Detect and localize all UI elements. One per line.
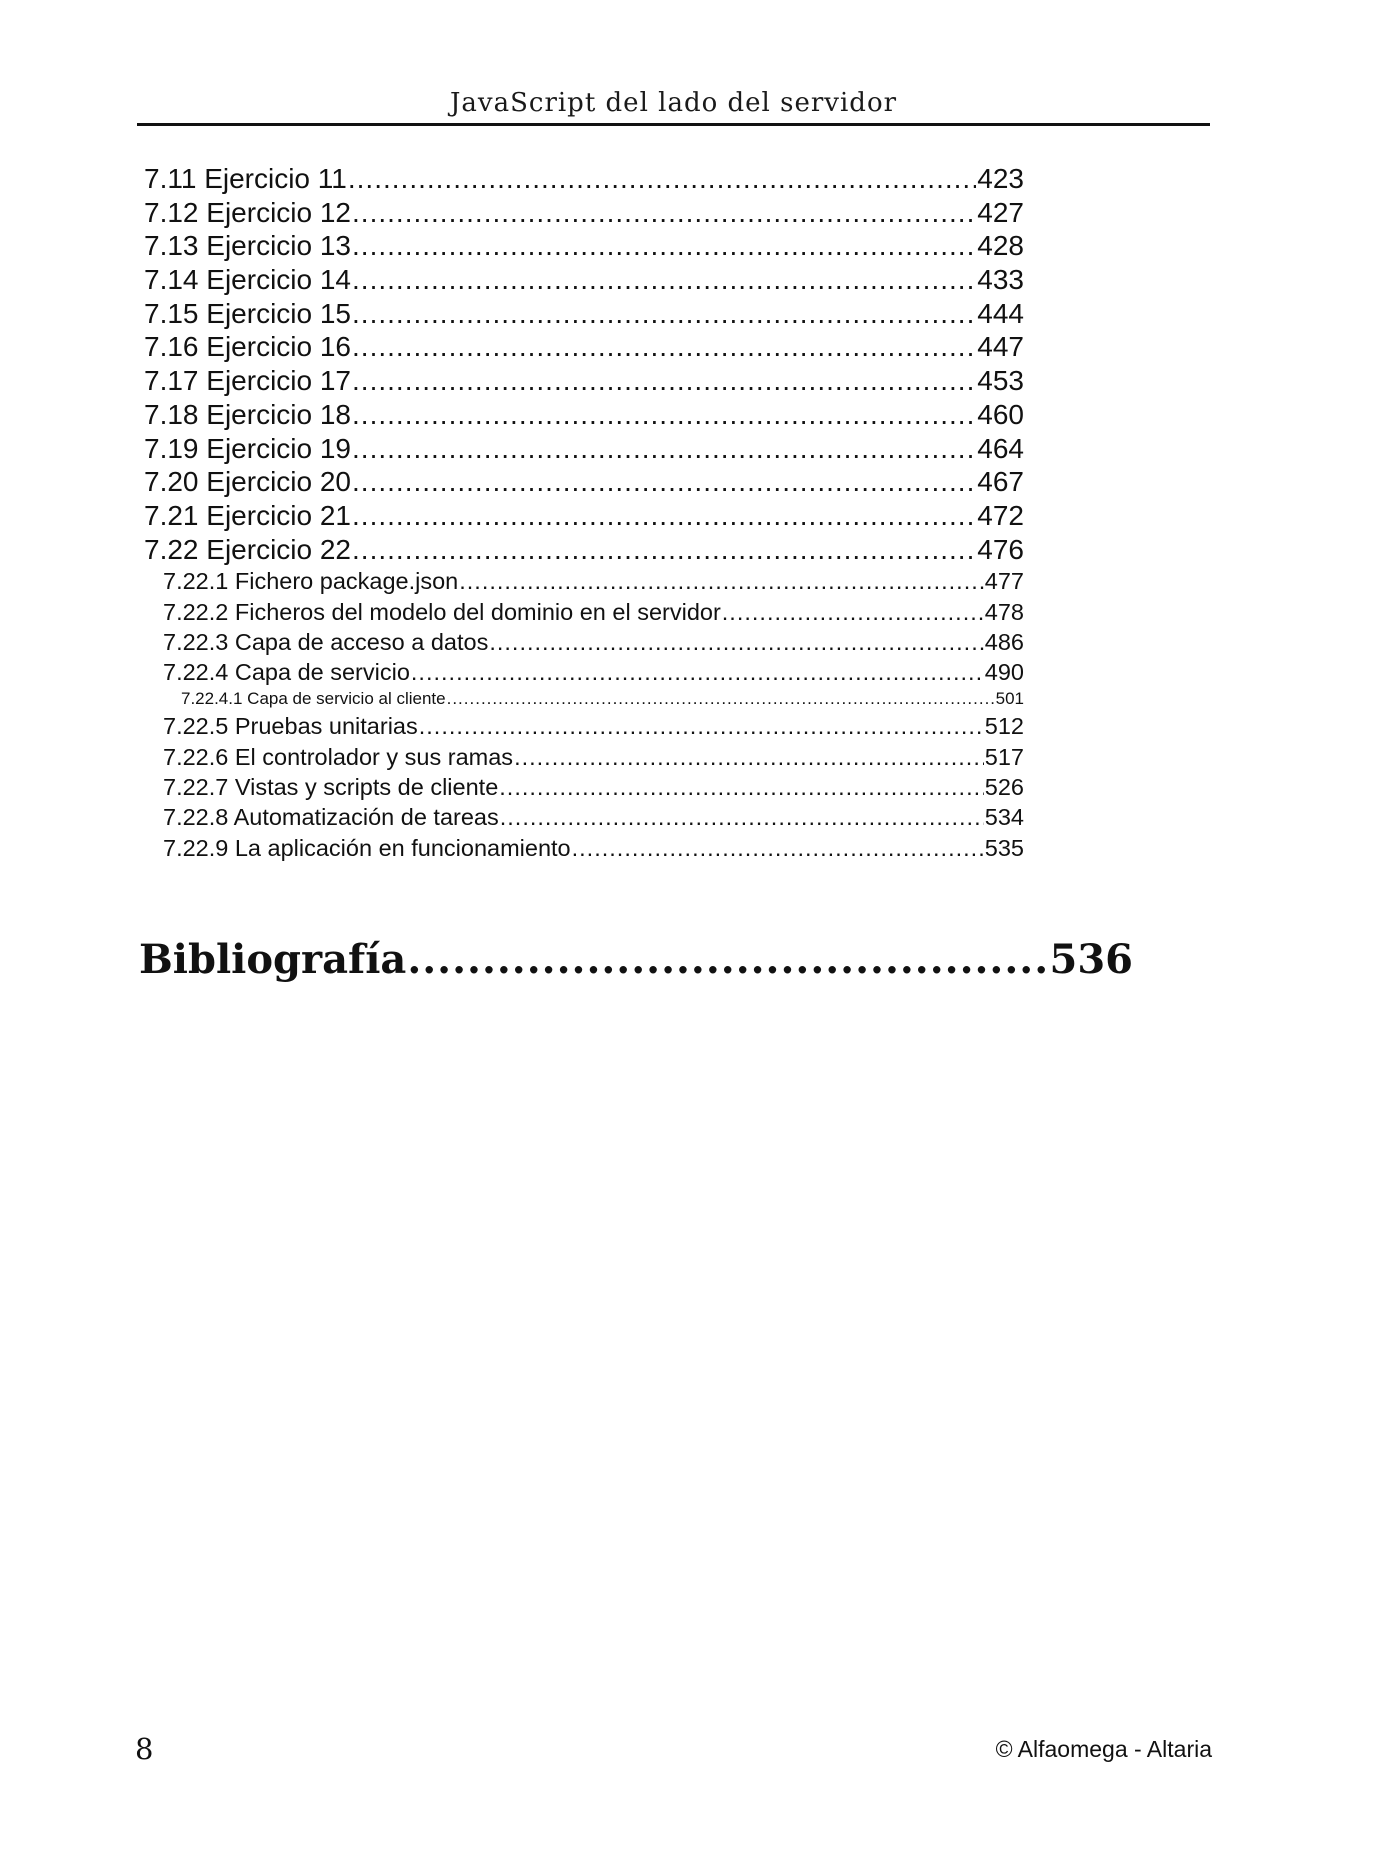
toc-entry-title: 7.22.8 Automatización de tareas (163, 804, 499, 831)
toc-entry[interactable] (144, 711, 1024, 741)
toc-entry-title: 7.22.2 Ficheros del modelo del dominio en el servidor (163, 598, 721, 625)
dot-leader (352, 196, 976, 230)
toc-entry-page: 464 (977, 432, 1024, 464)
toc-entry-page: 472 (977, 499, 1024, 531)
toc-entry-page: 428 (977, 230, 1024, 262)
toc-entry-page: 526 (984, 774, 1024, 801)
toc-entry[interactable] (144, 263, 1024, 297)
toc-entry-page: 444 (977, 297, 1024, 329)
dot-leader (572, 833, 984, 863)
dot-leader (348, 162, 976, 196)
toc-entry-title: 7.19 Ejercicio 19 (144, 432, 352, 464)
toc-entry-title: 7.11 Ejercicio 11 (144, 163, 347, 194)
toc-entry-page: 467 (977, 466, 1024, 498)
running-header-title: JavaScript del lado del servidor (449, 88, 898, 118)
toc-entry-title: 7.22.5 Pruebas unitarias (163, 713, 418, 740)
toc-entry-title: 7.22.4 Capa de servicio (163, 659, 410, 686)
toc-entry[interactable] (144, 742, 1024, 772)
dot-leader (352, 330, 976, 364)
toc-entry-title: 7.22.3 Capa de acceso a datos (163, 628, 489, 655)
dot-leader (352, 297, 976, 331)
toc-entry-title: 7.18 Ejercicio 18 (144, 398, 352, 430)
toc-entry[interactable] (144, 196, 1024, 230)
toc-entry-title: 7.15 Ejercicio 15 (144, 297, 352, 329)
toc-entry-title: 7.22 Ejercicio 22 (144, 533, 352, 565)
toc-entry[interactable] (144, 499, 1024, 533)
toc-entry[interactable] (144, 297, 1024, 331)
dot-leader (447, 687, 995, 711)
toc-entry-title: 7.21 Ejercicio 21 (144, 499, 352, 531)
dot-leader (352, 364, 976, 398)
toc-entry-page: 453 (977, 365, 1024, 397)
toc-entry[interactable] (144, 330, 1024, 364)
dot-leader (352, 398, 976, 432)
toc-entry-page: 517 (984, 743, 1024, 770)
toc-entry-page: 501 (995, 689, 1024, 709)
dot-leader (411, 657, 984, 687)
toc-entry[interactable] (144, 627, 1024, 657)
dot-leader (352, 465, 976, 499)
toc-entry[interactable] (144, 364, 1024, 398)
toc-entry-page: 490 (984, 659, 1024, 686)
dot-leader (514, 742, 984, 772)
toc-entry-title: 7.13 Ejercicio 13 (144, 230, 352, 262)
dot-leader (459, 566, 984, 596)
toc-entry[interactable] (144, 597, 1024, 627)
toc-entry-title: 7.16 Ejercicio 16 (144, 331, 352, 363)
toc-entry[interactable] (144, 398, 1024, 432)
toc-entry-title: Bibliografía (139, 936, 407, 983)
toc-entry-title: 7.22.6 El controlador y sus ramas (163, 743, 514, 770)
toc-entry-page: 477 (984, 568, 1024, 595)
toc-entry-page: 534 (984, 804, 1024, 831)
dot-leader (722, 597, 984, 627)
toc-entry[interactable] (144, 229, 1024, 263)
toc-entry-page: 535 (984, 834, 1024, 861)
dot-leader (500, 802, 984, 832)
toc-entry-page: 460 (977, 398, 1024, 430)
toc-entry[interactable] (144, 465, 1024, 499)
toc-entry-page: 512 (984, 713, 1024, 740)
header-rule (137, 123, 1210, 126)
toc-entry-page: 478 (984, 598, 1024, 625)
dot-leader (352, 432, 976, 466)
toc-entry-page: 486 (984, 628, 1024, 655)
toc-entry-page: 423 (977, 163, 1024, 194)
toc-entry-title: 7.14 Ejercicio 14 (144, 264, 352, 296)
toc-entry-page: 427 (977, 196, 1024, 228)
table-of-contents (144, 162, 1024, 863)
toc-entry[interactable] (144, 833, 1024, 863)
toc-entry-title: 7.22.9 La aplicación en funcionamiento (163, 834, 571, 861)
dot-leader (499, 772, 984, 802)
toc-entry-title: 7.12 Ejercicio 12 (144, 196, 352, 228)
dot-leader (352, 499, 976, 533)
toc-entry-title: 7.22.1 Fichero package.json (163, 568, 459, 595)
toc-entry[interactable] (144, 802, 1024, 832)
toc-entry-page: 433 (977, 264, 1024, 296)
dot-leader (352, 263, 976, 297)
page-number: 8 (135, 1732, 154, 1766)
dot-leader (407, 935, 1048, 985)
toc-entry-title: 7.20 Ejercicio 20 (144, 466, 352, 498)
dot-leader (352, 533, 976, 567)
dot-leader (352, 229, 976, 263)
toc-entry[interactable] (144, 657, 1024, 687)
toc-entry-page: 536 (1049, 936, 1133, 983)
toc-entry-title: 7.17 Ejercicio 17 (144, 365, 352, 397)
toc-entry[interactable] (144, 162, 1024, 196)
toc-entry-title: 7.22.4.1 Capa de servicio al cliente (181, 689, 446, 709)
toc-entry-page: 447 (977, 331, 1024, 363)
toc-entry[interactable] (144, 432, 1024, 466)
copyright-notice: © Alfaomega - Altaria (995, 1736, 1212, 1762)
toc-entry[interactable] (144, 687, 1024, 711)
toc-entry-bibliography[interactable] (139, 935, 1133, 985)
toc-entry[interactable] (144, 566, 1024, 596)
dot-leader (489, 627, 983, 657)
toc-entry[interactable] (144, 533, 1024, 567)
toc-entry-page: 476 (977, 533, 1024, 565)
dot-leader (419, 711, 984, 741)
toc-entry[interactable] (144, 772, 1024, 802)
toc-entry-title: 7.22.7 Vistas y scripts de cliente (163, 774, 499, 801)
